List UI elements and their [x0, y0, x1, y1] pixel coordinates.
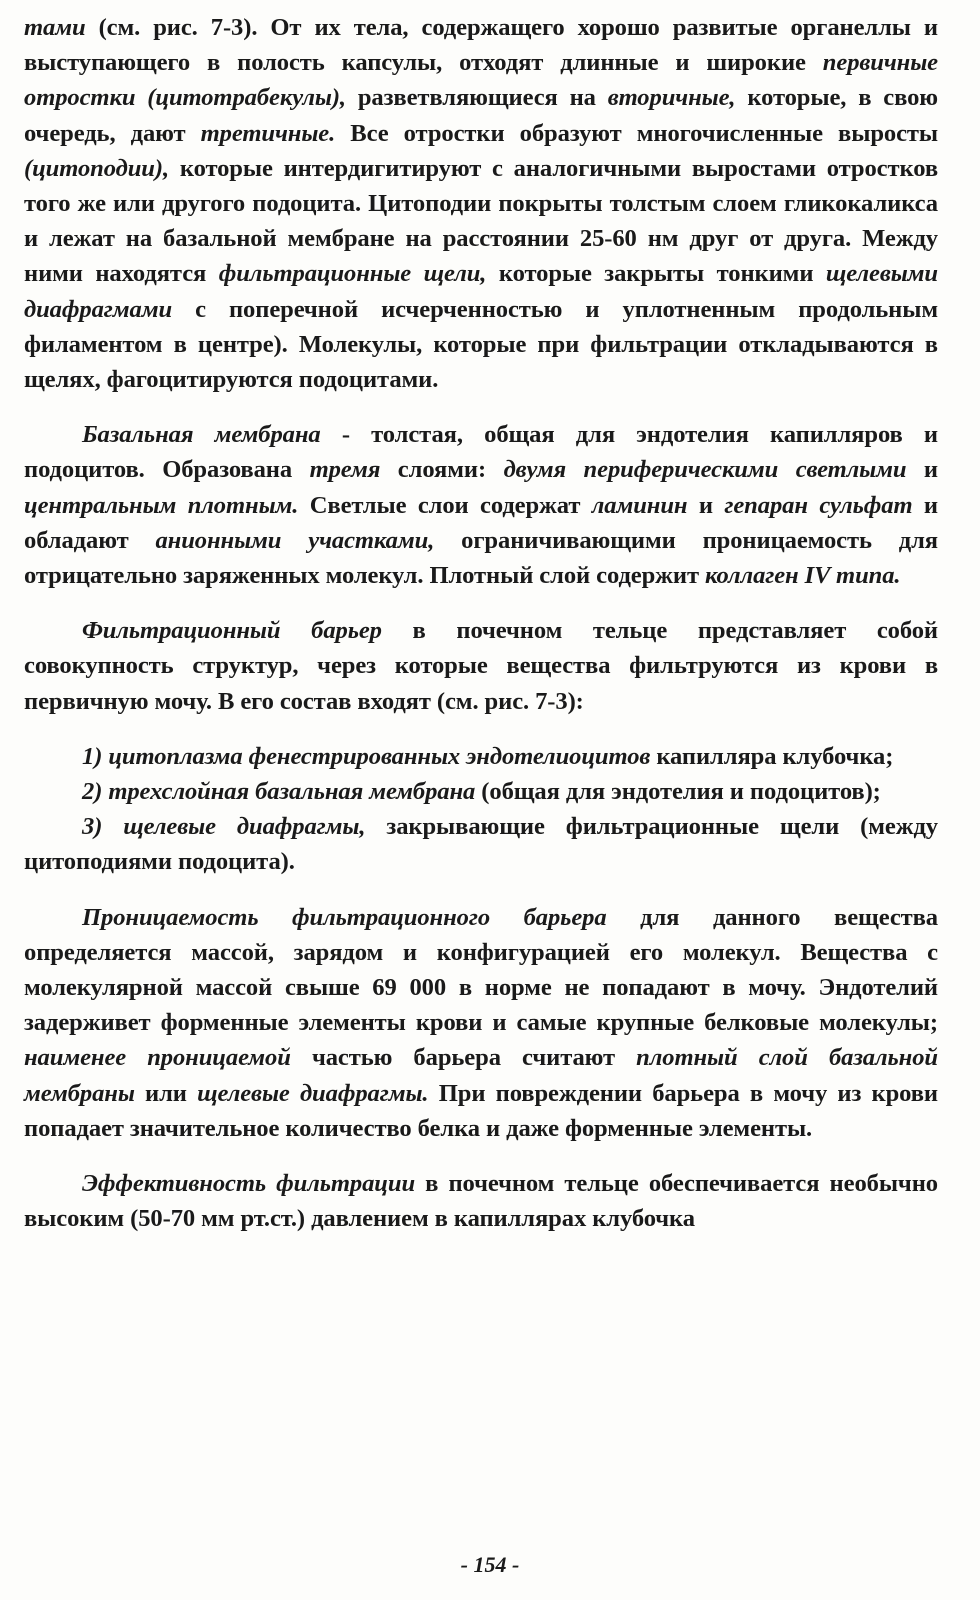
italic-term: гепаран сульфат — [724, 491, 913, 519]
text-run: в почечном тельце обеспечивается необычно высоким (50-70 мм рт.ст.) давлением в капиллярах клубочка — [24, 1170, 938, 1233]
text-run: и — [687, 491, 725, 519]
italic-term: щелевыми диафрагмами — [24, 260, 938, 323]
text-run: и обладают — [24, 491, 938, 554]
list-item-2 — [24, 774, 938, 809]
text-run: в почечном тельце представляет собой совокупность структур, через которые вещества фильтруются из крови в первичную мочу. В его состав входят (см. рис. 7-3): — [24, 617, 938, 715]
paragraph-podocytes — [24, 10, 938, 397]
italic-term: тами — [24, 14, 86, 41]
text-run: (общая для эндотелия и подоцитов); — [475, 778, 881, 806]
paragraph-basal-membrane — [24, 417, 938, 593]
text-run: которые интердигитируют с аналогичными выростами отростков того же или другого подоцита. Цитоподии покрыты толстым слоем гликокаликса и лежат на базальной мембране на расстоянии 25-60 нм друг от друга. Между ними находятся — [24, 154, 938, 288]
text-run: - толстая, общая для эндотелия капилляров и подоцитов. Образована — [24, 421, 938, 484]
text-run: для данного вещества определяется массой, зарядом и конфигурацией его молекул. Вещества с молекулярной массой свыше 69 000 в норме не попадают в мочу. Эндотелий задерживет форменные элементы крови и самые крупные белковые молекулы; — [24, 903, 939, 1037]
text-run: закрывающие фильтрационные щели (между цитоподиями подоцита). — [24, 813, 938, 876]
italic-term: 3) щелевые диафрагмы, — [82, 813, 366, 841]
italic-term: коллаген IV типа. — [705, 562, 901, 590]
text-run: которые закрыты тонкими — [486, 260, 826, 288]
text-run: Светлые слои содержат — [298, 491, 592, 519]
italic-term: третичные. — [200, 119, 336, 147]
italic-term: Эффективность фильтрации — [82, 1170, 416, 1198]
paragraph-permeability — [24, 900, 938, 1146]
italic-term: тремя — [309, 456, 381, 484]
italic-term: вторичные, — [607, 84, 736, 112]
page-number: - 154 - — [460, 1552, 520, 1577]
italic-term: наименее проницаемой — [24, 1044, 291, 1072]
text-run: частью барьера считают — [290, 1044, 637, 1072]
italic-term: двумя периферическими светлыми — [503, 456, 907, 484]
text-run: Все отростки образуют многочисленные выросты — [335, 119, 939, 147]
italic-term: фильтрационные щели, — [218, 260, 487, 288]
text-run: и — [906, 456, 938, 484]
list-item-3 — [24, 809, 938, 879]
italic-term: центральным плотным. — [24, 491, 299, 519]
text-run: слоями: — [380, 456, 504, 484]
text-run: ограничивающими проницаемость для отрицательно заряженных молекул. Плотный слой содержит — [24, 526, 939, 590]
text-run: разветвляющиеся на — [345, 84, 608, 112]
italic-term: щелевые диафрагмы. — [197, 1079, 429, 1107]
italic-term: (цитоподии), — [24, 154, 169, 182]
text-run: капилляра клубочка; — [650, 742, 894, 770]
italic-term: 2) трехслойная базальная мембрана — [82, 778, 476, 806]
italic-term: первичные отростки (цитотрабекулы), — [24, 49, 938, 112]
italic-term: плотный слой базальной мембраны — [24, 1044, 938, 1107]
text-run: или — [134, 1079, 198, 1107]
italic-term: анионными участками, — [155, 526, 435, 554]
paragraph-filtration-barrier — [24, 613, 938, 719]
italic-term: ламинин — [591, 491, 688, 519]
text-run: (см. рис. 7-3). От их тела, содержащего хорошо развитые органеллы и выступающего в полость капсулы, отходят длинные и широкие — [24, 14, 938, 77]
italic-term: Базальная мембрана — [82, 421, 321, 449]
paragraph-filtration-efficiency — [24, 1166, 938, 1236]
text-run: с поперечной исчерченностью и уплотненным продольным филаментом в центре). Молекулы, которые при фильтрации откладываются в щелях, фагоцитируются подоцитами. — [24, 295, 938, 394]
text-run: которые, в свою очередь, дают — [24, 84, 938, 147]
italic-term: 1) цитоплазма фенестрированных эндотелиоцитов — [82, 742, 651, 770]
text-run: При повреждении барьера в мочу из крови попадает значительное количество белка и даже форменные элементы. — [24, 1079, 938, 1142]
list-item-1 — [24, 739, 938, 774]
italic-term: Фильтрационный барьер — [82, 617, 382, 645]
italic-term: Проницаемость фильтрационного барьера — [82, 903, 607, 931]
